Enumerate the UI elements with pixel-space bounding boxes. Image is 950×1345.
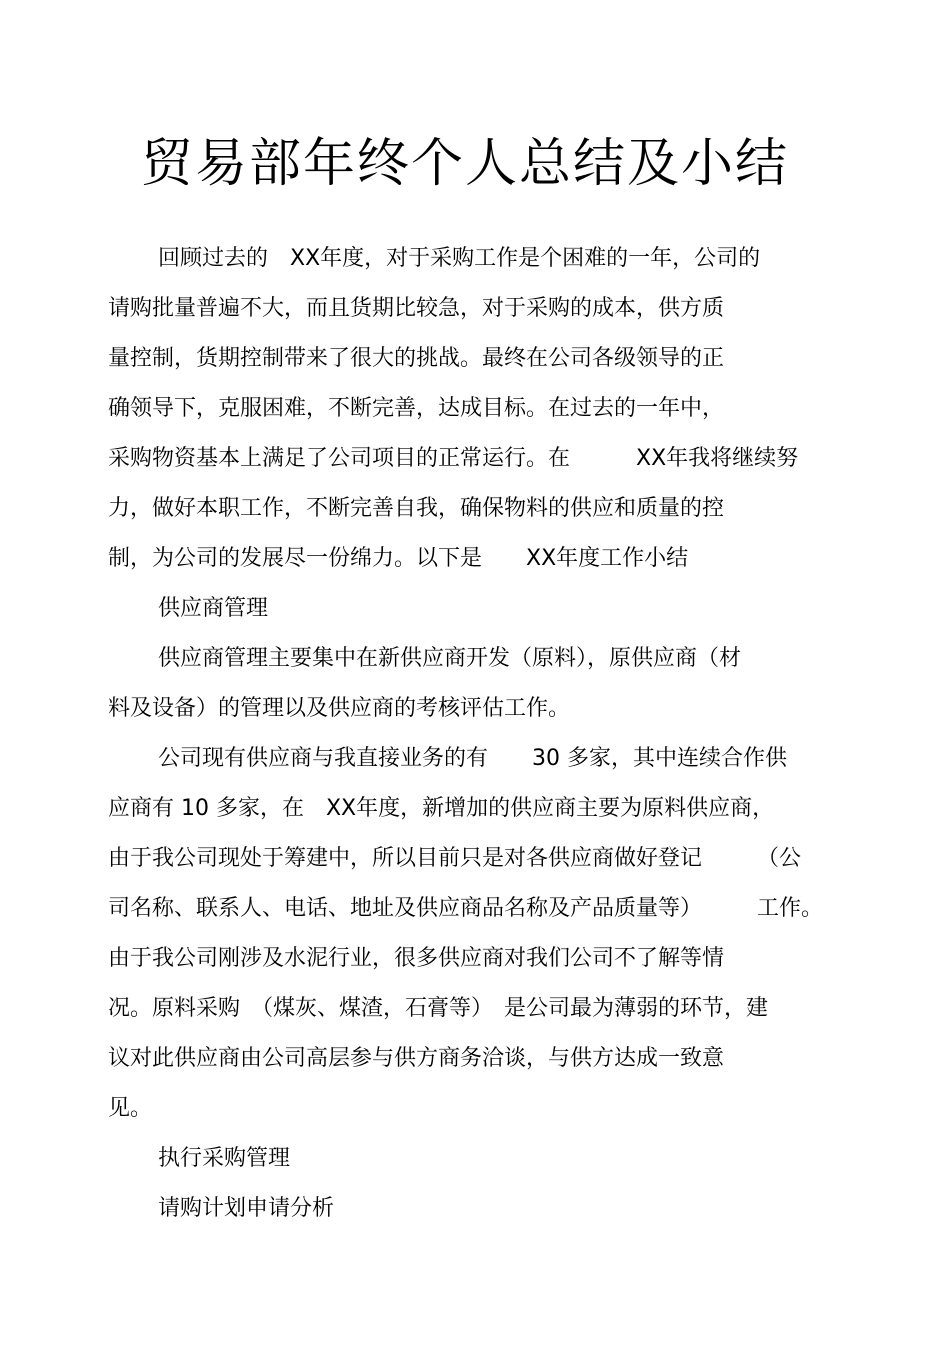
document-title: 贸易部年终个人总结及小结 <box>140 134 789 194</box>
paragraph-line: 力，做好本职工作，不断完善自我，确保物料的供应和质量的控 <box>108 496 725 521</box>
paragraph-line: 制，为公司的发展尽一份绵力。以下是 XX年度工作小结 <box>108 546 689 571</box>
paragraph-line: 由于我公司现处于筹建中，所以目前只是对各供应商做好登记 （公 <box>108 846 802 871</box>
paragraph-line: 供应商管理 <box>158 596 269 621</box>
paragraph-line: 量控制，货期控制带来了很大的挑战。最终在公司各级领导的正 <box>108 346 725 371</box>
paragraph-line: 供应商管理主要集中在新供应商开发（原料），原供应商（材 <box>158 646 742 671</box>
paragraph-line: 应商有 10 多家，在 XX年度，新增加的供应商主要为原料供应商， <box>108 796 775 821</box>
paragraph-line: 见。 <box>108 1096 153 1121</box>
paragraph-line: 料及设备）的管理以及供应商的考核评估工作。 <box>108 696 571 721</box>
paragraph-line: 况。原料采购 （煤灰、煤渣，石膏等） 是公司最为薄弱的环节，建 <box>108 996 769 1021</box>
paragraph-line: 议对此供应商由公司高层参与供方商务洽谈，与供方达成一致意 <box>108 1046 725 1071</box>
paragraph-line: 采购物资基本上满足了公司项目的正常运行。在 XX年我将继续努 <box>108 446 799 471</box>
paragraph-line: 执行采购管理 <box>158 1146 291 1171</box>
paragraph-line: 请购计划申请分析 <box>158 1196 335 1221</box>
paragraph-line: 公司现有供应商与我直接业务的有 30 多家，其中连续合作供 <box>158 746 787 771</box>
paragraph-line: 确领导下，克服困难，不断完善，达成目标。在过去的一年中， <box>108 396 725 421</box>
paragraph-line: 回顾过去的 XX年度，对于采购工作是个困难的一年，公司的 <box>158 246 761 271</box>
paragraph-line: 司名称、联系人、电话、地址及供应商品名称及产品质量等） 工作。 <box>108 896 824 921</box>
paragraph-line: 请购批量普遍不大，而且货期比较急，对于采购的成本，供方质 <box>108 296 725 321</box>
paragraph-line: 由于我公司刚涉及水泥行业，很多供应商对我们公司不了解等情 <box>108 946 725 971</box>
